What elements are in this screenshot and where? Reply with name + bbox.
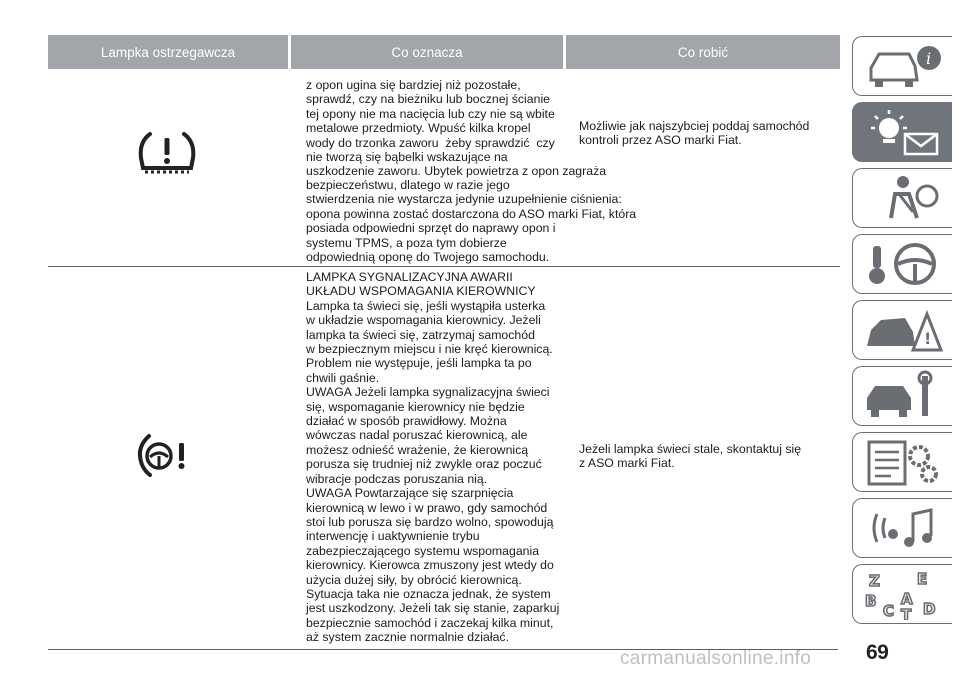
media-music-icon (861, 502, 945, 554)
spec-sheet-gears-icon (861, 436, 945, 488)
header-warning-light: Lampka ostrzegawcza (48, 35, 288, 69)
tab-car-info[interactable] (852, 36, 952, 96)
tpms-warning-icon (137, 128, 197, 178)
tab-warning-lights[interactable] (852, 102, 952, 162)
page-number: 69 (866, 641, 889, 664)
svg-text:B: B (865, 592, 877, 610)
tab-starting-driving[interactable] (852, 234, 952, 294)
tab-multimedia[interactable] (852, 498, 952, 558)
svg-text:Z: Z (869, 572, 880, 590)
tab-emergency[interactable] (852, 300, 952, 360)
row2-action: Jeżeli lampka świeci stale, skontaktuj się z ASO marki Fiat. (579, 442, 802, 471)
row1-action: Możliwie jak najszybciej poddaj samochód kontroli przez ASO marki Fiat. (579, 119, 810, 148)
car-info-icon (861, 40, 945, 92)
svg-text:E: E (917, 570, 928, 588)
watermark: carmanualsonline.info (620, 648, 812, 669)
svg-text:A: A (901, 590, 913, 608)
tab-maintenance[interactable] (852, 366, 952, 426)
warning-light-message-icon (861, 106, 945, 158)
svg-text:C: C (883, 602, 895, 620)
row1-meaning-col3: bezpieczeństwu, dlatego w razie jego stwierdzenia nie wystarcza jedynie uzupełnienie ciśnienia: opona powinna zostać dostarczona do ASO marki Fiat, która posiada odpowiedni sprzęt do naprawy opon i systemu TPMS, a poza tym dobierze odpowiednią oponę do Twojego samochodu. (306, 178, 637, 265)
header-action: Co robić (566, 35, 840, 69)
steering-wheel-warning-icon (137, 430, 197, 480)
svg-text:i: i (926, 49, 932, 68)
svg-text:!: ! (924, 329, 932, 348)
tab-technical-data[interactable] (852, 432, 952, 492)
header-meaning: Co oznacza (291, 35, 563, 69)
svg-text:D: D (923, 600, 936, 618)
car-wrench-icon (861, 370, 945, 422)
row2-meaning: LAMPKA SYGNALIZACYJNA AWARII UKŁADU WSPOMAGANIA KIEROWNICY Lampka ta świeci się, jeśli wystąpiła usterka w układzie wspomagania kierownicy. Jeżeli lampka ta świeci się, zatrzymaj samochód w bezpiecznym miejscu i nie kręć kierownicą. Problem nie występuje, jeśli lampka ta po chwili gaśnie. UWAGA Jeżeli lampka sygnalizacyjna świeci się, wspomaganie kierownicy nie będzie działać w sposób prawidłowy. Można wówczas nadal poruszać kierownicą, ale możesz odnieść wrażenie, że kierownicą porusza się trudniej niż zwykle oraz poczuć wibracje podczas poruszania nią. UWAGA Powtarzające się szarpnięcia kierownicą w lewo i w prawo, gdy samochód stoi lub porusza się bardzo wolno, spowodują interwencję i uaktywnienie trybu zabezpieczającego systemu wspomagania kierownicy. Kierowca zmuszony jest wtedy do użycia dużej siły, by obrócić kierownicą. Sytuacja taka nie oznacza jednak, że system jest uszkodzony. Jeżeli tak się stanie, zaparkuj bezpiecznie samochód i zaczekaj kilka minut, aż system zacznie normalnie działać. (306, 270, 560, 645)
row1-meaning-col2: uszkodzenie zaworu. Ubytek powietrza z opon zagraża (306, 164, 607, 178)
car-crash-warning-icon (861, 304, 945, 356)
seat-airbag-icon (861, 172, 945, 224)
key-steering-wheel-icon (861, 238, 945, 290)
row-divider (48, 266, 840, 267)
svg-text:T: T (901, 606, 912, 620)
index-letters-icon (861, 568, 945, 620)
table-header (48, 35, 840, 69)
tab-index[interactable] (852, 564, 952, 624)
row1-meaning-col1: z opon ugina się bardziej niż pozostałe, sprawdź, czy na bieżniku lub bocznej ścianie tej opony nie ma nacięcia lub czy nie są wbite metalowe przedmioty. Wpuść kilka kropel wody do trzonka zaworu żeby sprawdzić czy nie tworzą się bąbelki wskazujące na (306, 78, 555, 165)
tab-safety[interactable] (852, 168, 952, 228)
